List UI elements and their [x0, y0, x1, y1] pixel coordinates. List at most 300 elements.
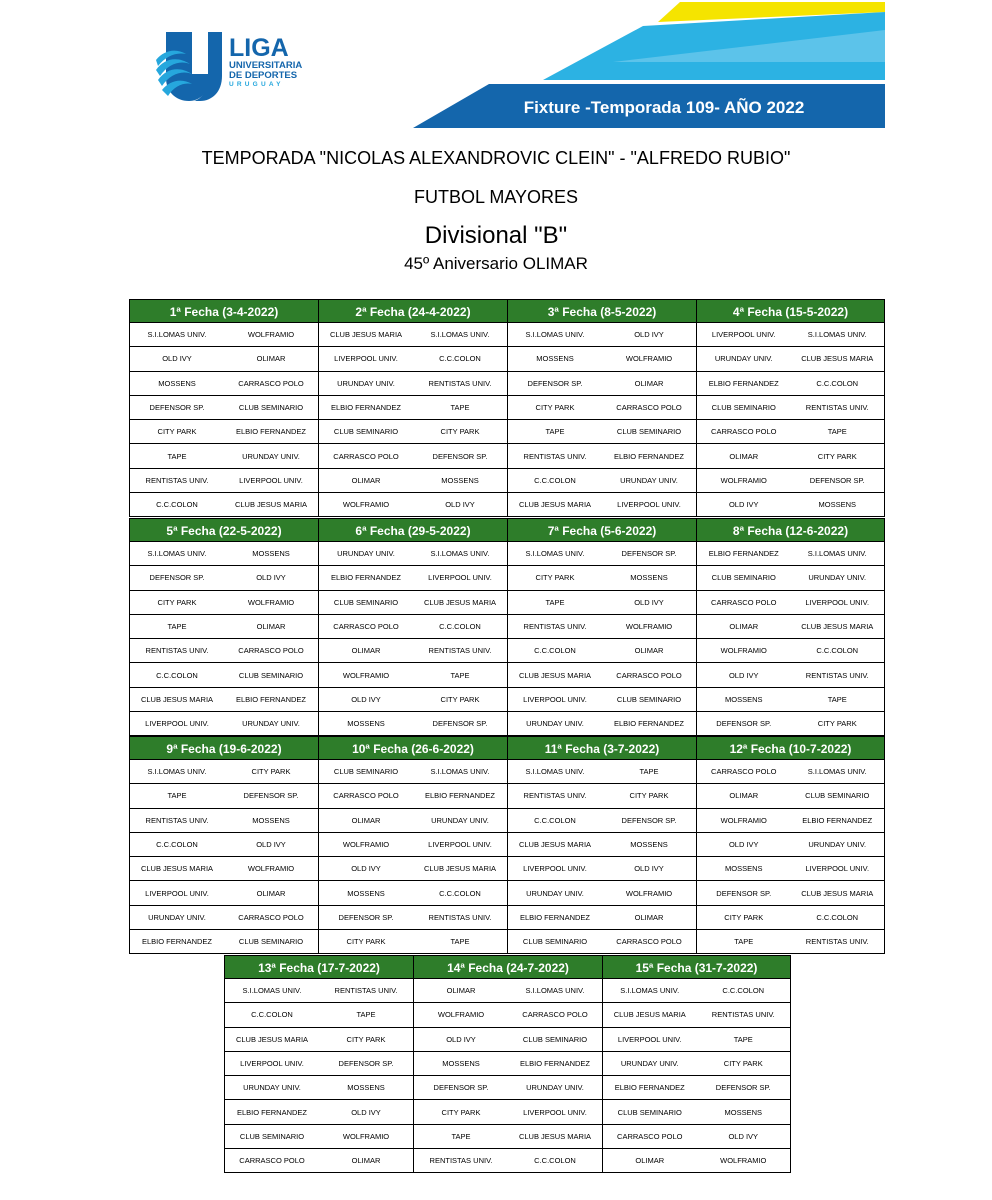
home-team: MOSSENS [724, 694, 763, 704]
home-team: C.C.COLON [251, 1010, 293, 1020]
match-row [130, 809, 318, 833]
away-team: CLUB JESUS MARIA [234, 500, 308, 510]
home-team: ELBIO FERNANDEZ [614, 1083, 685, 1093]
home-team: CLUB JESUS MARIA [518, 840, 592, 850]
fecha-block [507, 736, 696, 954]
home-team: CITY PARK [724, 912, 764, 922]
away-team: CITY PARK [817, 719, 857, 729]
home-team: DEFENSOR SP. [149, 403, 205, 413]
home-team: OLD IVY [162, 354, 192, 364]
home-team: LIVERPOOL UNIV. [523, 694, 587, 704]
home-team: OLIMAR [635, 1156, 665, 1166]
away-team: WOLFRAMIO [247, 330, 295, 340]
fecha-title: 9ª Fecha (19-6-2022) [130, 736, 318, 760]
fecha-title: 5ª Fecha (22-5-2022) [130, 518, 318, 542]
home-team: MOSSENS [724, 864, 763, 874]
match-row [130, 688, 318, 712]
away-team: CARRASCO POLO [238, 912, 304, 922]
logo-line3: URUGUAY [229, 81, 284, 88]
home-team: OLIMAR [729, 791, 759, 801]
away-team: OLIMAR [634, 912, 664, 922]
match-row [130, 420, 318, 444]
away-team: CLUB SEMINARIO [522, 1034, 588, 1044]
away-team: CLUB JESUS MARIA [801, 354, 874, 364]
match-row [130, 469, 318, 493]
match-row [319, 542, 507, 566]
home-team: OLD IVY [728, 670, 759, 680]
banner-title: Fixture -Temporada 109- AÑO 2022 [523, 98, 805, 117]
match-row [319, 712, 507, 736]
away-team: OLIMAR [256, 354, 286, 364]
home-team: URUNDAY UNIV. [620, 1059, 679, 1069]
away-team: WOLFRAMIO [247, 597, 295, 607]
home-team: CLUB SEMINARIO [617, 1107, 682, 1117]
away-team: TAPE [450, 937, 470, 947]
away-team: MOSSENS [724, 1107, 762, 1117]
home-team: CARRASCO POLO [333, 622, 399, 632]
match-row [508, 784, 696, 808]
home-team: OLIMAR [729, 622, 759, 632]
match-row [697, 566, 884, 590]
match-row [225, 1028, 413, 1052]
away-team: DEFENSOR SP. [621, 549, 677, 559]
away-team: CLUB JESUS MARIA [518, 1131, 592, 1141]
match-row [697, 347, 884, 371]
fecha-block [129, 299, 318, 517]
home-team: CLUB JESUS MARIA [329, 330, 403, 340]
match-row [508, 930, 696, 954]
match-row [697, 809, 884, 833]
home-team: C.C.COLON [156, 840, 198, 850]
match-row [225, 1100, 413, 1124]
fecha-title: 10ª Fecha (26-6-2022) [319, 736, 507, 760]
home-team: C.C.COLON [156, 670, 198, 680]
away-team: CLUB SEMINARIO [238, 670, 304, 680]
away-team: URUNDAY UNIV. [808, 573, 867, 583]
home-team: S.I.LOMAS UNIV. [525, 767, 585, 777]
away-team: C.C.COLON [816, 912, 859, 922]
match-row [508, 615, 696, 639]
match-row [697, 372, 884, 396]
match-row [697, 542, 884, 566]
home-team: WOLFRAMIO [342, 840, 390, 850]
home-team: CITY PARK [157, 427, 197, 437]
away-team: CLUB SEMINARIO [238, 403, 304, 413]
home-team: CLUB JESUS MARIA [140, 694, 214, 704]
home-team: CARRASCO POLO [711, 767, 777, 777]
home-team: S.I.LOMAS UNIV. [525, 330, 585, 340]
home-team: S.I.LOMAS UNIV. [147, 549, 207, 559]
match-row [130, 760, 318, 784]
home-team: ELBIO FERNANDEZ [519, 912, 590, 922]
home-team: RENTISTAS UNIV. [145, 815, 209, 825]
away-team: OLD IVY [256, 840, 286, 850]
match-row [697, 906, 884, 930]
away-team: DEFENSOR SP. [809, 475, 865, 485]
home-team: URUNDAY UNIV. [526, 719, 584, 729]
away-team: DEFENSOR SP. [432, 451, 488, 461]
home-team: MOSSENS [347, 888, 385, 898]
match-row [508, 833, 696, 857]
fecha-title: 12ª Fecha (10-7-2022) [697, 736, 884, 760]
home-team: WOLFRAMIO [720, 475, 767, 485]
home-team: TAPE [545, 427, 565, 437]
away-team: WOLFRAMIO [625, 622, 673, 632]
away-team: MOSSENS [630, 840, 668, 850]
away-team: WOLFRAMIO [625, 354, 673, 364]
home-team: CLUB SEMINARIO [333, 427, 399, 437]
match-row [697, 469, 884, 493]
home-team: CITY PARK [535, 573, 575, 583]
home-team: WOLFRAMIO [342, 500, 390, 510]
away-team: TAPE [356, 1010, 376, 1020]
away-team: ELBIO FERNANDEZ [235, 427, 306, 437]
home-team: RENTISTAS UNIV. [523, 622, 587, 632]
away-team: C.C.COLON [439, 354, 481, 364]
home-team: CITY PARK [535, 403, 575, 413]
home-team: CARRASCO POLO [333, 451, 399, 461]
away-team: C.C.COLON [439, 888, 481, 898]
match-row [603, 1003, 790, 1027]
fecha-block [413, 955, 602, 1173]
home-team: TAPE [451, 1131, 471, 1141]
match-row [603, 979, 790, 1003]
home-team: MOSSENS [158, 378, 196, 388]
home-team: OLIMAR [351, 815, 381, 825]
match-row [697, 857, 884, 881]
home-team: OLD IVY [728, 500, 759, 510]
match-row [319, 444, 507, 468]
home-team: CARRASCO POLO [333, 791, 399, 801]
away-team: S.I.LOMAS UNIV. [807, 330, 867, 340]
away-team: CARRASCO POLO [238, 378, 304, 388]
match-row [508, 396, 696, 420]
match-row [697, 591, 884, 615]
away-team: CITY PARK [629, 791, 669, 801]
home-team: S.I.LOMAS UNIV. [525, 549, 585, 559]
away-team: OLIMAR [256, 622, 286, 632]
categoria-title: FUTBOL MAYORES [413, 187, 579, 207]
away-team: OLD IVY [634, 330, 664, 340]
away-team: CLUB JESUS MARIA [423, 864, 497, 874]
home-team: DEFENSOR SP. [716, 888, 772, 898]
match-row [508, 857, 696, 881]
away-team: OLIMAR [256, 888, 286, 898]
fecha-title: 3ª Fecha (8-5-2022) [508, 299, 696, 323]
home-team: CLUB JESUS MARIA [518, 500, 592, 510]
away-team: LIVERPOOL UNIV. [805, 864, 870, 874]
away-team: ELBIO FERNANDEZ [235, 694, 306, 704]
away-team: CITY PARK [817, 451, 857, 461]
home-team: OLD IVY [728, 840, 759, 850]
home-team: CITY PARK [157, 597, 197, 607]
fecha-block [507, 518, 696, 736]
home-team: OLD IVY [446, 1034, 476, 1044]
match-row [697, 663, 884, 687]
away-team: CARRASCO POLO [616, 670, 682, 680]
home-team: OLIMAR [729, 451, 759, 461]
fecha-title: 13ª Fecha (17-7-2022) [225, 955, 413, 979]
match-row [414, 1149, 602, 1173]
match-row [319, 784, 507, 808]
away-team: OLD IVY [351, 1107, 381, 1117]
logo-u-icon [156, 30, 228, 102]
away-team: URUNDAY UNIV. [526, 1083, 584, 1093]
match-row [697, 760, 884, 784]
home-team: CITY PARK [441, 1107, 481, 1117]
home-team: LIVERPOOL UNIV. [145, 719, 209, 729]
home-team: C.C.COLON [534, 475, 576, 485]
match-row [130, 906, 318, 930]
away-team: DEFENSOR SP. [243, 791, 299, 801]
away-team: CITY PARK [346, 1034, 386, 1044]
match-row [130, 639, 318, 663]
home-team: RENTISTAS UNIV. [145, 475, 209, 485]
away-team: CITY PARK [251, 767, 291, 777]
match-row [697, 615, 884, 639]
away-team: MOSSENS [441, 475, 479, 485]
logo-text [229, 36, 302, 89]
away-team: DEFENSOR SP. [432, 719, 488, 729]
fecha-block [129, 518, 318, 736]
match-row [697, 420, 884, 444]
fecha-title: 6ª Fecha (29-5-2022) [319, 518, 507, 542]
away-team: OLD IVY [634, 864, 664, 874]
fecha-block [224, 955, 413, 1173]
away-team: URUNDAY UNIV. [431, 815, 489, 825]
away-team: CARRASCO POLO [238, 646, 304, 656]
away-team: CARRASCO POLO [522, 1010, 588, 1020]
home-team: MOSSENS [442, 1059, 480, 1069]
fecha-block [129, 736, 318, 954]
home-team: URUNDAY UNIV. [337, 549, 395, 559]
away-team: ELBIO FERNANDEZ [613, 451, 684, 461]
match-row [697, 881, 884, 905]
away-team: WOLFRAMIO [720, 1156, 767, 1166]
away-team: URUNDAY UNIV. [242, 719, 300, 729]
fecha-block [318, 518, 507, 736]
logo-line1: UNIVERSITARIA [229, 60, 303, 71]
home-team: CLUB SEMINARIO [239, 1131, 305, 1141]
home-team: CLUB SEMINARIO [333, 597, 399, 607]
away-team: OLD IVY [256, 573, 286, 583]
match-row [225, 1052, 413, 1076]
match-row [603, 1052, 790, 1076]
fecha-block [696, 299, 885, 517]
away-team: CLUB JESUS MARIA [423, 597, 497, 607]
away-team: OLD IVY [445, 500, 475, 510]
home-team: CARRASCO POLO [711, 427, 777, 437]
match-row [130, 347, 318, 371]
home-team: CLUB SEMINARIO [711, 403, 776, 413]
fecha-block [602, 955, 791, 1173]
home-team: TAPE [734, 937, 754, 947]
away-team: C.C.COLON [534, 1156, 576, 1166]
away-team: RENTISTAS UNIV. [805, 403, 869, 413]
home-team: RENTISTAS UNIV. [145, 646, 209, 656]
home-team: DEFENSOR SP. [433, 1083, 489, 1093]
home-team: TAPE [167, 622, 187, 632]
fecha-block [507, 299, 696, 517]
match-row [225, 1149, 413, 1173]
away-team: CARRASCO POLO [616, 403, 682, 413]
match-row [508, 809, 696, 833]
match-row [414, 1100, 602, 1124]
match-row [225, 1076, 413, 1100]
match-row [508, 493, 696, 517]
home-team: OLD IVY [351, 864, 381, 874]
home-team: OLD IVY [351, 694, 381, 704]
home-team: LIVERPOOL UNIV. [334, 354, 398, 364]
match-row [319, 930, 507, 954]
logo-line2: DE DEPORTES [229, 70, 298, 81]
match-row [130, 323, 318, 347]
home-team: C.C.COLON [156, 500, 198, 510]
away-team: CLUB SEMINARIO [616, 694, 682, 704]
away-team: MOSSENS [252, 815, 290, 825]
away-team: OLIMAR [634, 378, 664, 388]
fecha-title: 1ª Fecha (3-4-2022) [130, 299, 318, 323]
away-team: TAPE [450, 670, 470, 680]
match-row [414, 1052, 602, 1076]
match-row [603, 1100, 790, 1124]
match-row [319, 591, 507, 615]
away-team: C.C.COLON [816, 378, 859, 388]
away-team: LIVERPOOL UNIV. [428, 840, 492, 850]
away-team: LIVERPOOL UNIV. [428, 573, 492, 583]
match-row [414, 1028, 602, 1052]
match-row [508, 323, 696, 347]
away-team: TAPE [827, 427, 847, 437]
home-team: TAPE [545, 597, 565, 607]
home-team: CLUB SEMINARIO [333, 767, 399, 777]
away-team: C.C.COLON [722, 986, 765, 996]
home-team: RENTISTAS UNIV. [429, 1156, 493, 1166]
home-team: CLUB SEMINARIO [522, 937, 588, 947]
match-row [319, 493, 507, 517]
away-team: CLUB SEMINARIO [616, 427, 682, 437]
away-team: TAPE [639, 767, 659, 777]
match-row [319, 323, 507, 347]
fecha-block [696, 736, 885, 954]
home-team: ELBIO FERNANDEZ [708, 378, 779, 388]
home-team: WOLFRAMIO [342, 670, 390, 680]
home-team: OLIMAR [351, 646, 381, 656]
home-team: DEFENSOR SP. [527, 378, 583, 388]
match-row [508, 639, 696, 663]
match-row [697, 833, 884, 857]
home-team: CLUB SEMINARIO [711, 573, 776, 583]
away-team: RENTISTAS UNIV. [805, 670, 869, 680]
match-row [697, 930, 884, 954]
home-team: CARRASCO POLO [617, 1131, 683, 1141]
away-team: LIVERPOOL UNIV. [239, 475, 303, 485]
away-team: TAPE [827, 694, 847, 704]
match-row [697, 444, 884, 468]
match-row [508, 663, 696, 687]
home-team: WOLFRAMIO [720, 646, 767, 656]
home-team: CLUB JESUS MARIA [613, 1010, 686, 1020]
match-row [130, 566, 318, 590]
match-row [319, 615, 507, 639]
away-team: S.I.LOMAS UNIV. [525, 986, 585, 996]
away-team: DEFENSOR SP. [715, 1083, 771, 1093]
match-row [414, 1125, 602, 1149]
home-team: MOSSENS [536, 354, 574, 364]
home-team: CARRASCO POLO [711, 597, 777, 607]
away-team: DEFENSOR SP. [338, 1059, 394, 1069]
home-team: C.C.COLON [534, 815, 576, 825]
match-row [697, 639, 884, 663]
divisional-title: Divisional "B" [424, 222, 568, 249]
away-team: CARRASCO POLO [616, 937, 682, 947]
away-team: ELBIO FERNANDEZ [519, 1059, 590, 1069]
match-row [697, 323, 884, 347]
match-row [508, 469, 696, 493]
aniversario-title: 45º Aniversario OLIMAR [404, 254, 588, 273]
match-row [414, 979, 602, 1003]
match-row [508, 347, 696, 371]
fecha-title: 11ª Fecha (3-7-2022) [508, 736, 696, 760]
match-row [225, 1125, 413, 1149]
match-row [130, 591, 318, 615]
home-team: S.I.LOMAS UNIV. [242, 986, 302, 996]
home-team: URUNDAY UNIV. [243, 1083, 301, 1093]
match-row [697, 688, 884, 712]
home-team: S.I.LOMAS UNIV. [620, 986, 680, 996]
away-team: URUNDAY UNIV. [242, 451, 300, 461]
fecha-title: 15ª Fecha (31-7-2022) [603, 955, 790, 979]
away-team: CITY PARK [723, 1059, 763, 1069]
home-team: LIVERPOOL UNIV. [711, 330, 776, 340]
home-team: URUNDAY UNIV. [714, 354, 773, 364]
away-team: C.C.COLON [816, 646, 859, 656]
home-team: ELBIO FERNANDEZ [330, 403, 401, 413]
match-row [508, 906, 696, 930]
match-row [130, 930, 318, 954]
match-row [319, 906, 507, 930]
home-team: S.I.LOMAS UNIV. [147, 767, 207, 777]
home-team: URUNDAY UNIV. [337, 378, 395, 388]
away-team: RENTISTAS UNIV. [805, 937, 869, 947]
home-team: ELBIO FERNANDEZ [141, 937, 212, 947]
home-team: URUNDAY UNIV. [526, 888, 584, 898]
match-row [508, 688, 696, 712]
match-row [130, 663, 318, 687]
away-team: RENTISTAS UNIV. [428, 646, 492, 656]
match-row [319, 347, 507, 371]
match-row [697, 784, 884, 808]
away-team: LIVERPOOL UNIV. [523, 1107, 587, 1117]
home-team: CARRASCO POLO [239, 1156, 305, 1166]
away-team: RENTISTAS UNIV. [711, 1010, 775, 1020]
away-team: RENTISTAS UNIV. [428, 912, 492, 922]
match-row [130, 857, 318, 881]
away-team: URUNDAY UNIV. [808, 840, 867, 850]
match-row [697, 712, 884, 736]
fecha-title: 4ª Fecha (15-5-2022) [697, 299, 884, 323]
away-team: WOLFRAMIO [342, 1131, 390, 1141]
match-row [319, 760, 507, 784]
match-row [130, 881, 318, 905]
away-team: URUNDAY UNIV. [620, 475, 678, 485]
match-row [508, 591, 696, 615]
match-row [697, 493, 884, 517]
away-team: OLD IVY [634, 597, 664, 607]
match-row [130, 615, 318, 639]
fecha-block [318, 736, 507, 954]
match-row [319, 833, 507, 857]
